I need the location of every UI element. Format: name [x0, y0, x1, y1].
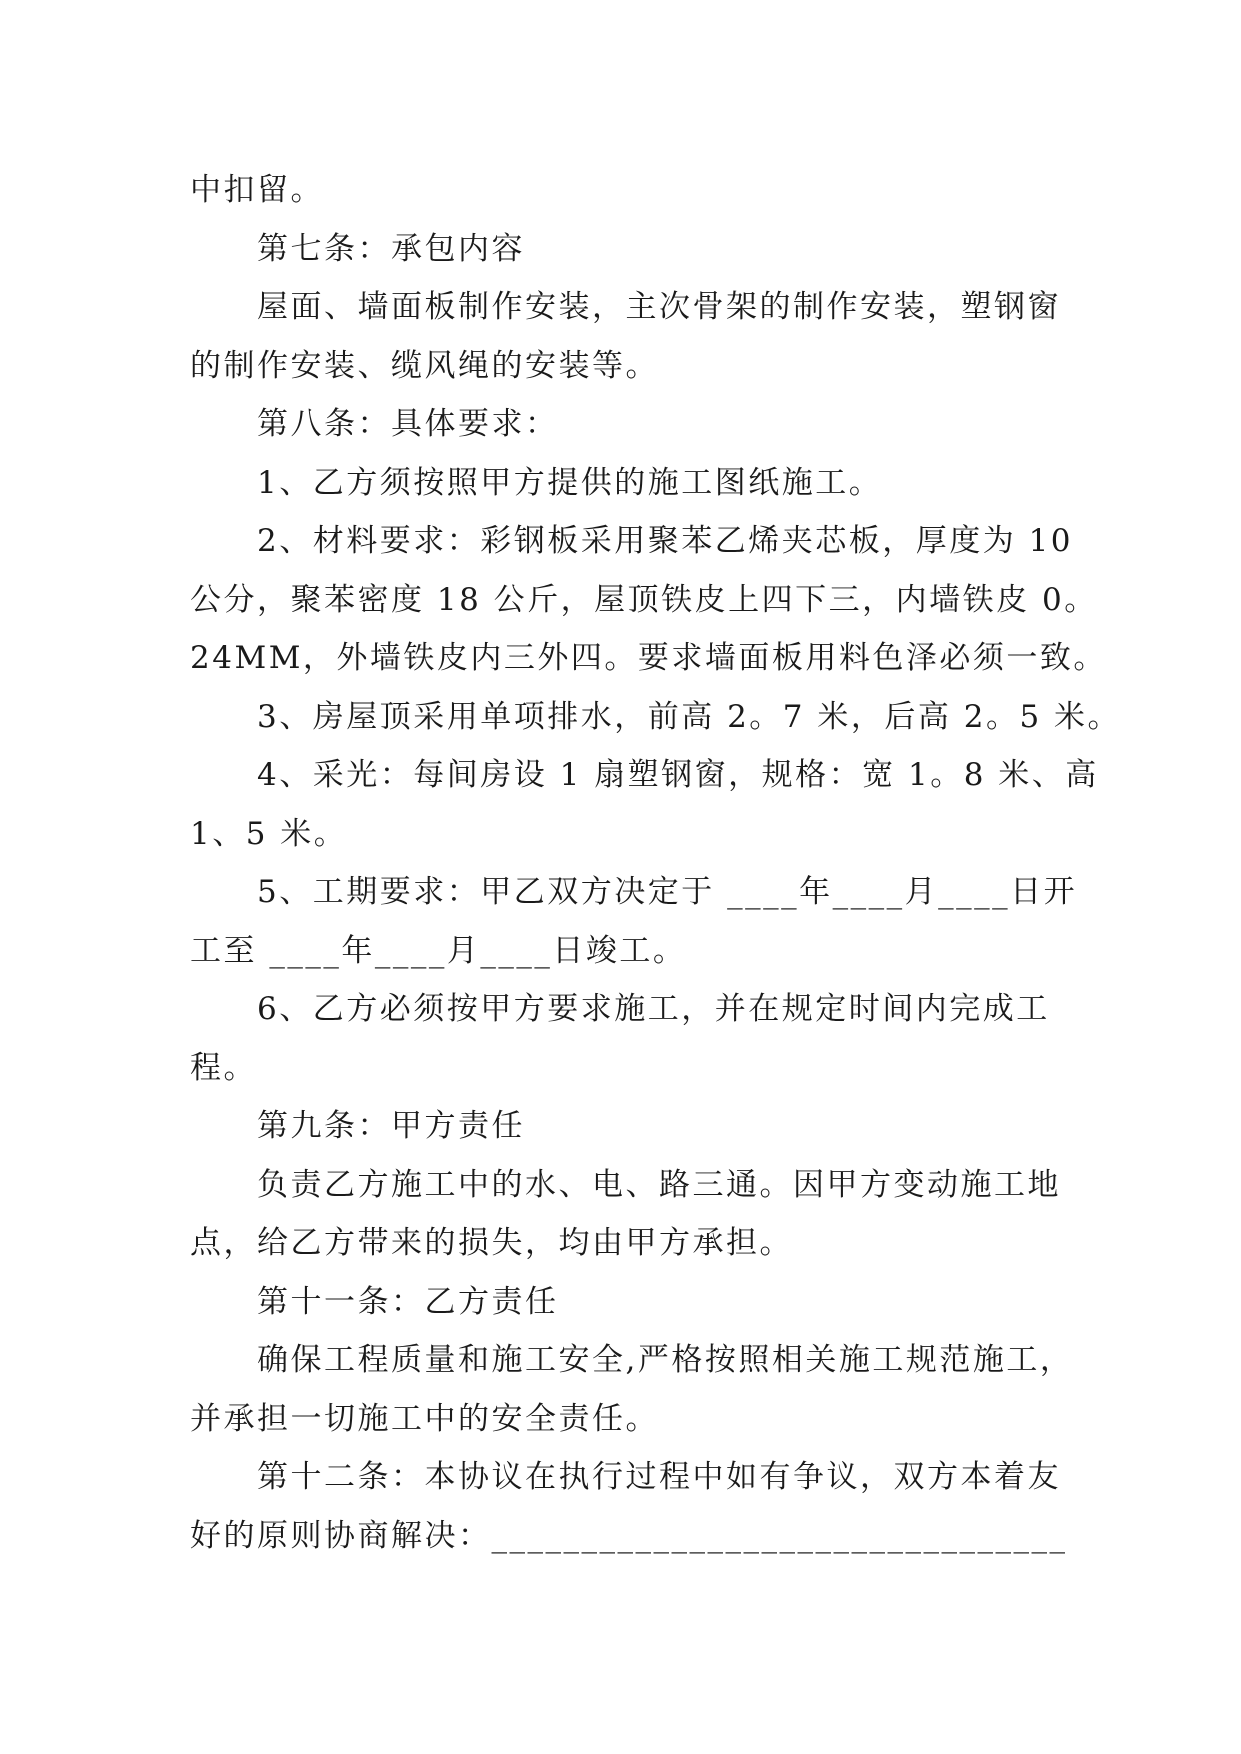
text-line: 确保工程质量和施工安全,严格按照相关施工规范施工，: [257, 1342, 1074, 1378]
text-line: 中扣留。: [190, 172, 324, 208]
text-line: 工至 ____年____月____日竣工。: [190, 932, 687, 969]
text-line: 的制作安装、缆风绳的安装等。: [190, 347, 659, 384]
text-line: 第十一条：乙方责任: [257, 1283, 559, 1320]
text-line: 1、5 米。: [190, 815, 348, 852]
text-line: 24MM，外墙铁皮内三外四。要求墙面板用料色泽必须一致。: [190, 640, 1107, 676]
text-line: 5、工期要求：甲乙双方决定于 ____年____月____日开: [257, 874, 1078, 910]
text-line: 1、乙方须按照甲方提供的施工图纸施工。: [257, 464, 883, 501]
text-line: 并承担一切施工中的安全责任。: [190, 1400, 659, 1437]
text-line: 屋面、墙面板制作安装，主次骨架的制作安装，塑钢窗: [257, 289, 1061, 325]
text-line: 第七条：承包内容: [257, 230, 525, 267]
text-line: 2、材料要求：彩钢板采用聚苯乙烯夹芯板，厚度为 10: [257, 523, 1074, 559]
text-line: 4、采光：每间房设 1 扇塑钢窗，规格：宽 1。8 米、高: [257, 757, 1099, 793]
text-line: 第九条：甲方责任: [257, 1108, 525, 1144]
text-line: 负责乙方施工中的水、电、路三通。因甲方变动施工地: [257, 1166, 1061, 1203]
text-line: 第十二条：本协议在执行过程中如有争议，双方本着友: [257, 1459, 1061, 1495]
document-body: [190, 161, 1122, 1565]
text-line: 点，给乙方带来的损失，均由甲方承担。: [190, 1225, 793, 1261]
text-line: 公分，聚苯密度 18 公斤，屋顶铁皮上四下三，内墙铁皮 0。: [190, 581, 1098, 618]
text-line: 程。: [190, 1049, 257, 1086]
text-line: 第八条：具体要求：: [257, 406, 559, 442]
text-line: 好的原则协商解决：________________________________: [190, 1517, 1068, 1554]
text-line: 3、房屋顶采用单项排水，前高 2。7 米，后高 2。5 米。: [257, 698, 1122, 735]
text-line: 6、乙方必须按甲方要求施工，并在规定时间内完成工: [257, 991, 1050, 1027]
